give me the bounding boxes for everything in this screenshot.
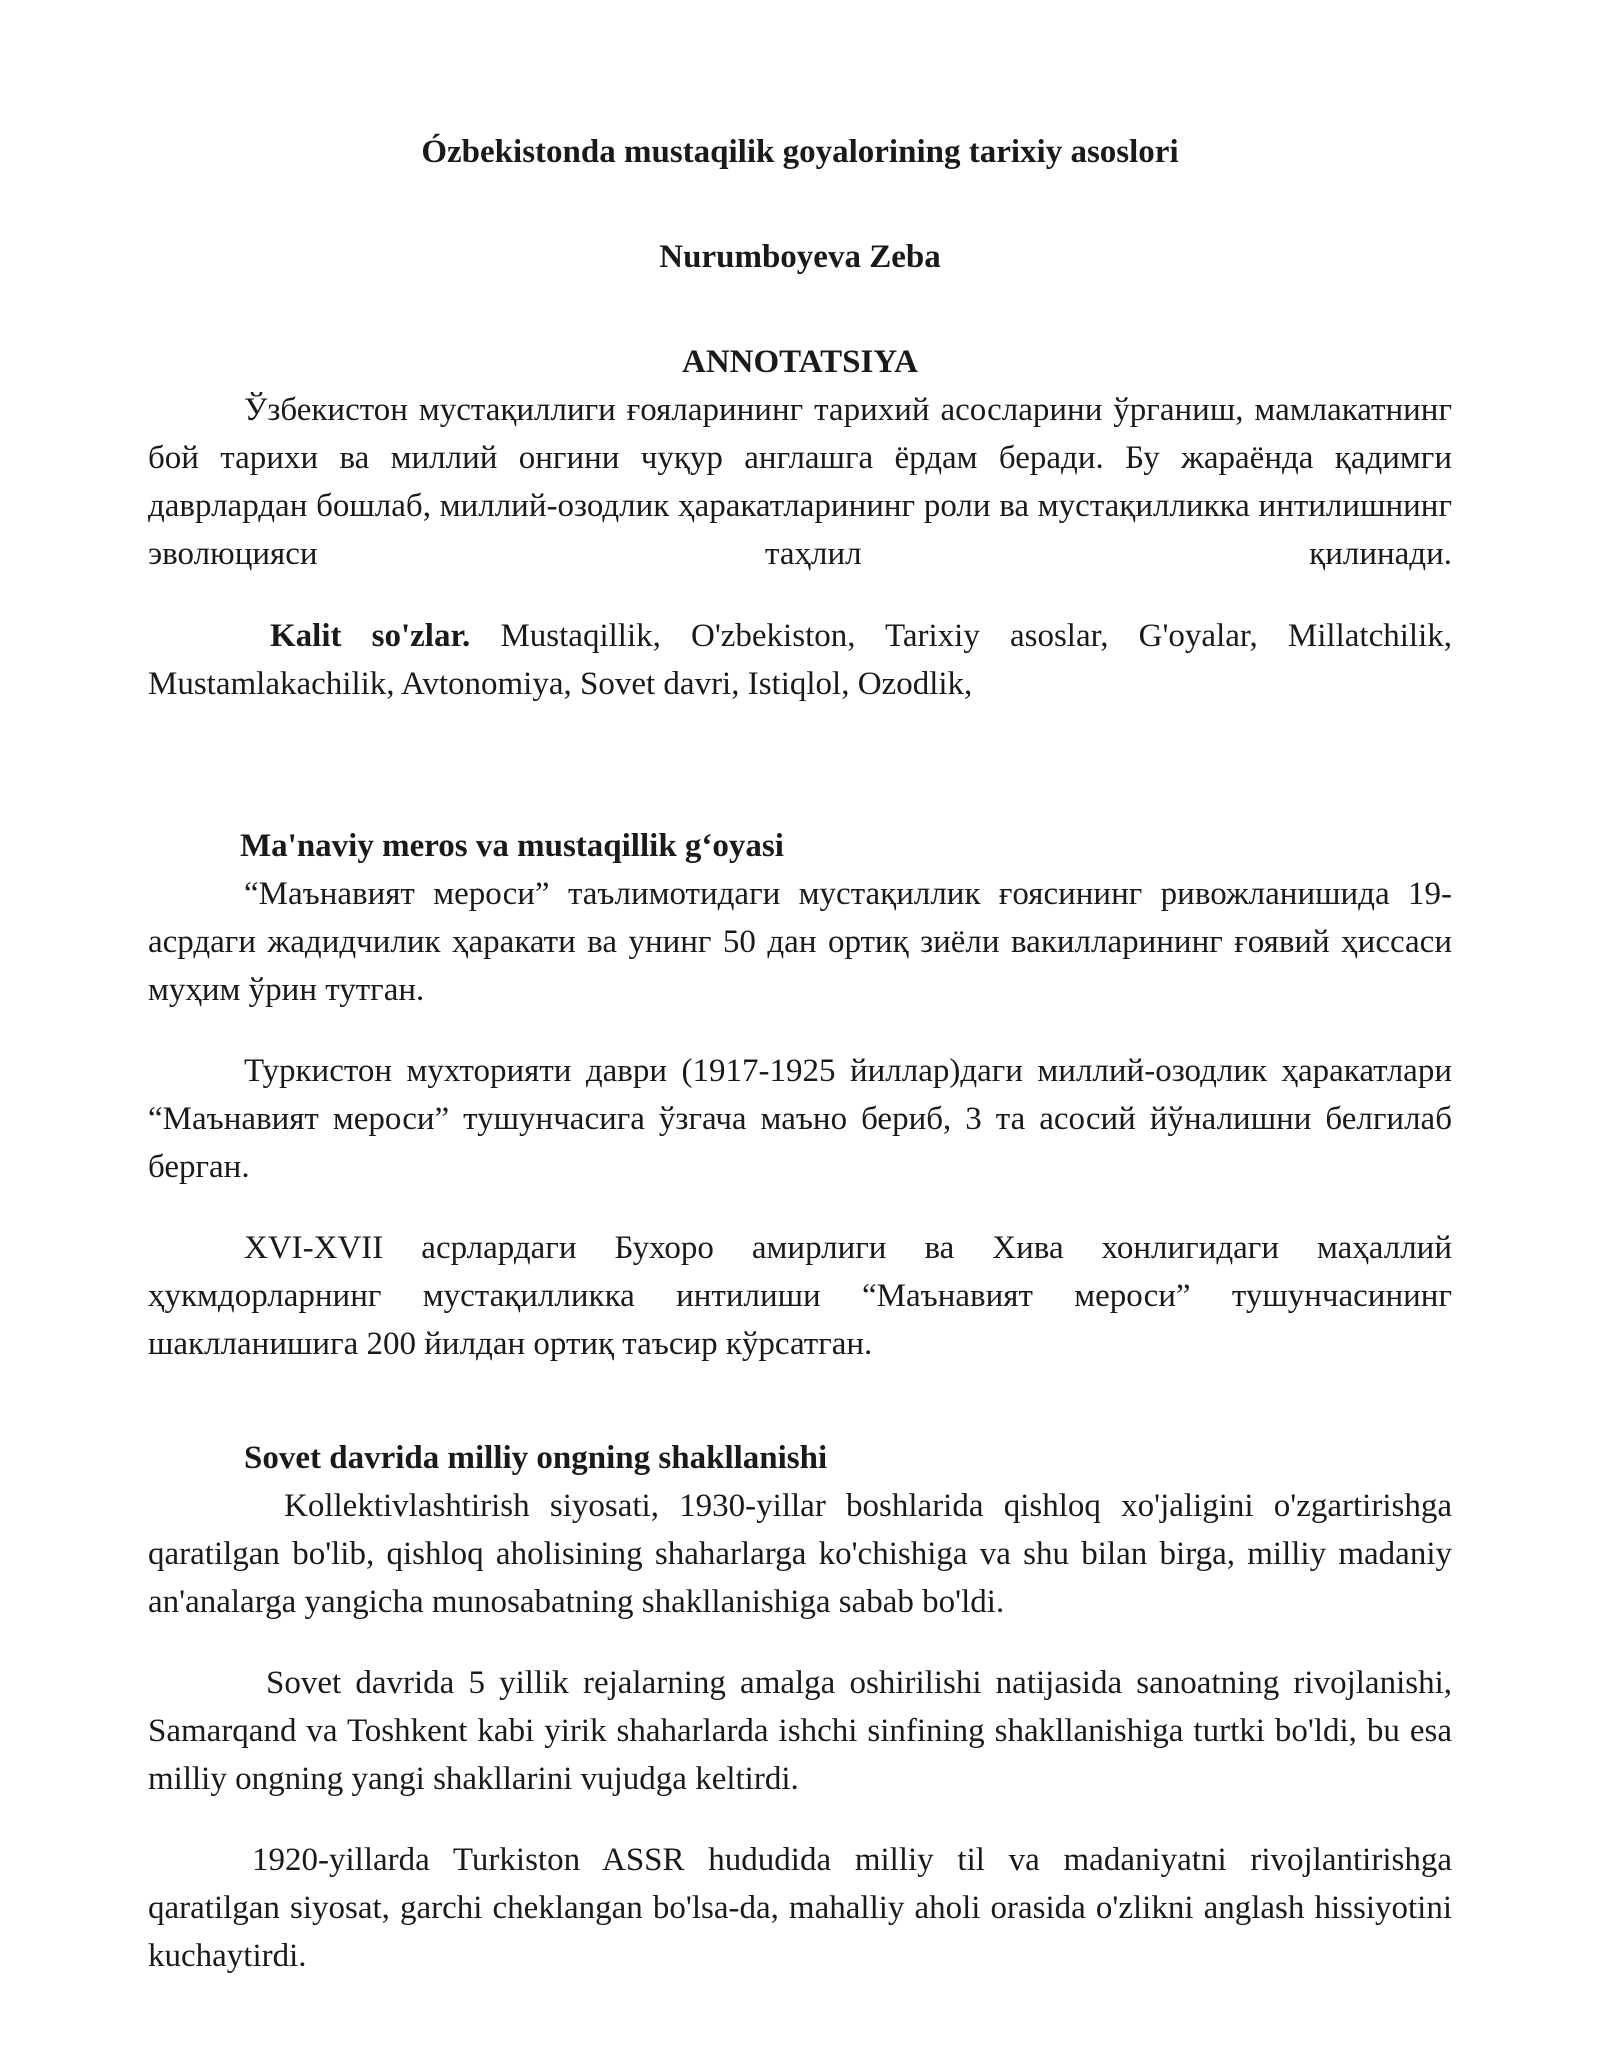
- keywords-list: Mustaqillik, O'zbekiston, Tarixiy asoslar, G'oyalar, Millatchilik, Mustamlakachilik, Avtonomiya, Sovet davri, Istiqlol, Ozodlik,: [148, 618, 1452, 702]
- section-heading-soviet-era: Sovet davrida milliy ongning shakllanishi: [244, 1440, 828, 1476]
- section-2-paragraph-2: Sovet davrida 5 yillik rejalarning amalga oshirilishi natijasida sanoatning rivojlanishi, Samarqand va Toshkent kabi yirik shaharlarda ishchi sinfining shakllanishiga turtki bo'ldi, bu esa milliy ongning yangi shakllarini vujudga keltirdi.: [148, 1665, 1452, 1797]
- annotation-paragraph: Ўзбекистон мустақиллиги ғояларининг тарихий асосларини ўрганиш, мамлакатнинг бой тарихи ва миллий онгини чуқур англашга ёрдам беради. Бу жараёнда қадимги даврлардан бошлаб, миллий-озодлик ҳаракатларининг роли ва мустақилликка интилишнинг эволюцияси таҳлил қилинади.: [148, 392, 1452, 572]
- document-title: Ózbekistonda mustaqilik goyalorining tarixiy asoslori: [421, 134, 1179, 170]
- section-1-paragraph-3: XVI-XVII асрлардаги Бухоро амирлиги ва Хива хонлигидаги маҳаллий ҳукмдорларнинг мустақилликка интилиши “Маънавият мероси” тушунчасининг шаклланишига 200 йилдан ортиқ таъсир кўрсатган.: [148, 1230, 1452, 1362]
- annotation-heading: ANNOTATSIYA: [682, 344, 918, 380]
- document-page: [148, 128, 1452, 1980]
- section-2-paragraph-3: 1920-yillarda Turkiston ASSR hududida milliy til va madaniyatni rivojlantirishga qaratilgan siyosat, garchi cheklangan bo'lsa-da, mahalliy aholi orasida o'zlikni anglash hissiyotini kuchaytirdi.: [148, 1842, 1452, 1974]
- section-heading-spiritual-heritage: Ma'naviy meros va mustaqillik g‘oyasi: [240, 828, 784, 864]
- section-2-paragraph-1: Kollektivlashtirish siyosati, 1930-yillar boshlarida qishloq xo'jaligini o'zgartirishga qaratilgan bo'lib, qishloq aholisining shaharlarga ko'chishiga va shu bilan birga, milliy madaniy an'analarga yangicha munosabatning shakllanishiga sabab bo'ldi.: [148, 1488, 1452, 1620]
- section-1-paragraph-1: “Маънавият мероси” таълимотидаги мустақиллик ғоясининг ривожланишида 19-асрдаги жадидчилик ҳаракати ва унинг 50 дан ортиқ зиёли вакилларининг ғоявий ҳиссаси муҳим ўрин тутган.: [148, 876, 1452, 1008]
- keywords-paragraph: [148, 612, 1452, 708]
- section-1-paragraph-2: Туркистон мухторияти даври (1917-1925 йиллар)даги миллий-озодлик ҳаракатлари “Маънавият мероси” тушунчасига ўзгача маъно бериб, 3 та асосий йўналишни белгилаб берган.: [148, 1053, 1452, 1185]
- author-name: Nurumboyeva Zeba: [659, 239, 941, 275]
- keywords-label: Kalit so'zlar.: [270, 618, 471, 654]
